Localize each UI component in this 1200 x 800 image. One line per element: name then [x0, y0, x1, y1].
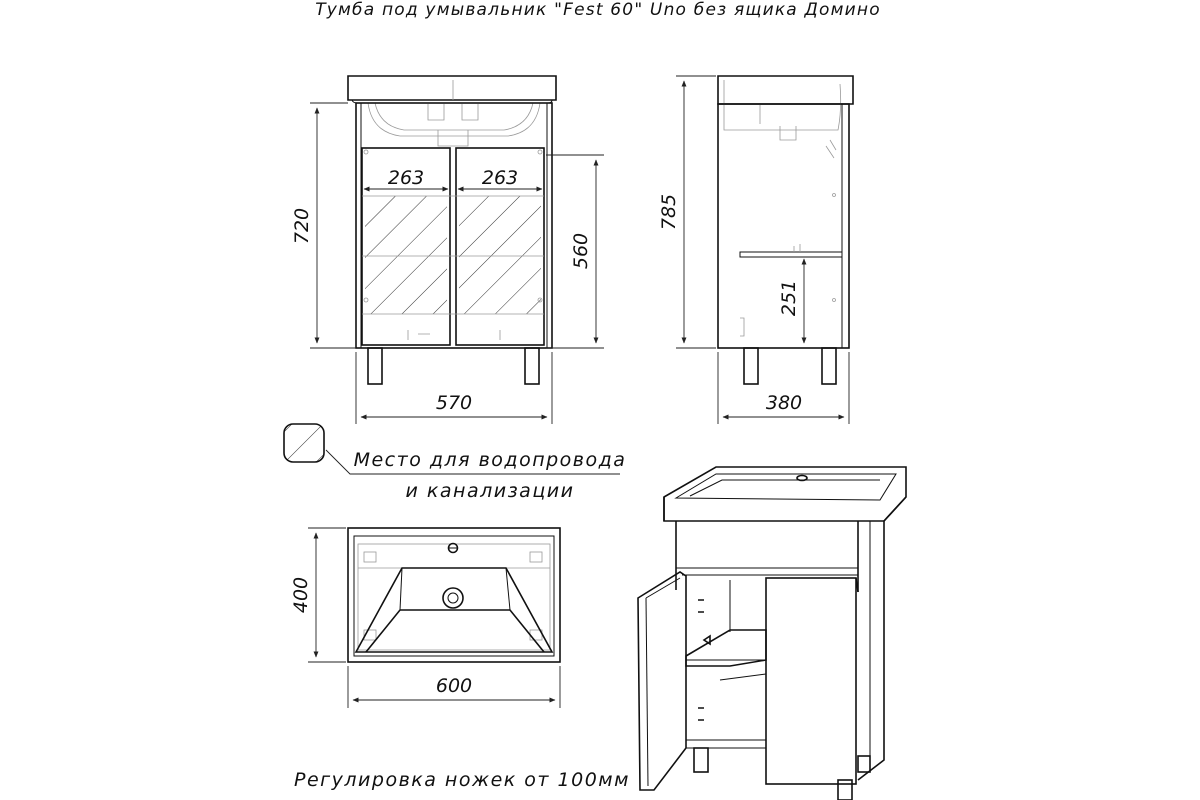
- legend-line-1: Место для водопровода: [353, 449, 627, 471]
- legend-line-2: и канализации: [405, 480, 575, 502]
- isometric-view: [638, 467, 906, 800]
- front-view: [291, 76, 604, 424]
- dim-width-600: 600: [435, 675, 473, 697]
- dim-door-left-263: 263: [387, 167, 425, 189]
- top-view: [290, 528, 560, 708]
- drawing-title: Тумба под умывальник "Fest 60" Uno без ящика Домино: [315, 0, 881, 20]
- plumbing-hatch-right: [459, 196, 541, 314]
- plumbing-hatch-left: [365, 196, 447, 314]
- dim-height-785: 785: [658, 193, 680, 231]
- dim-depth-380: 380: [765, 392, 803, 414]
- dim-door-height-560: 560: [570, 232, 592, 270]
- dim-height-720: 720: [291, 207, 313, 245]
- legs-adjustment-note: Регулировка ножек от 100мм: [294, 769, 630, 791]
- legend: [284, 424, 626, 502]
- dim-shelf-251: 251: [778, 279, 800, 317]
- legend-hatch-swatch: [284, 424, 324, 462]
- dim-door-right-263: 263: [481, 167, 519, 189]
- dim-depth-400: 400: [290, 576, 312, 614]
- dim-width-570: 570: [435, 392, 473, 414]
- side-view: [658, 76, 853, 424]
